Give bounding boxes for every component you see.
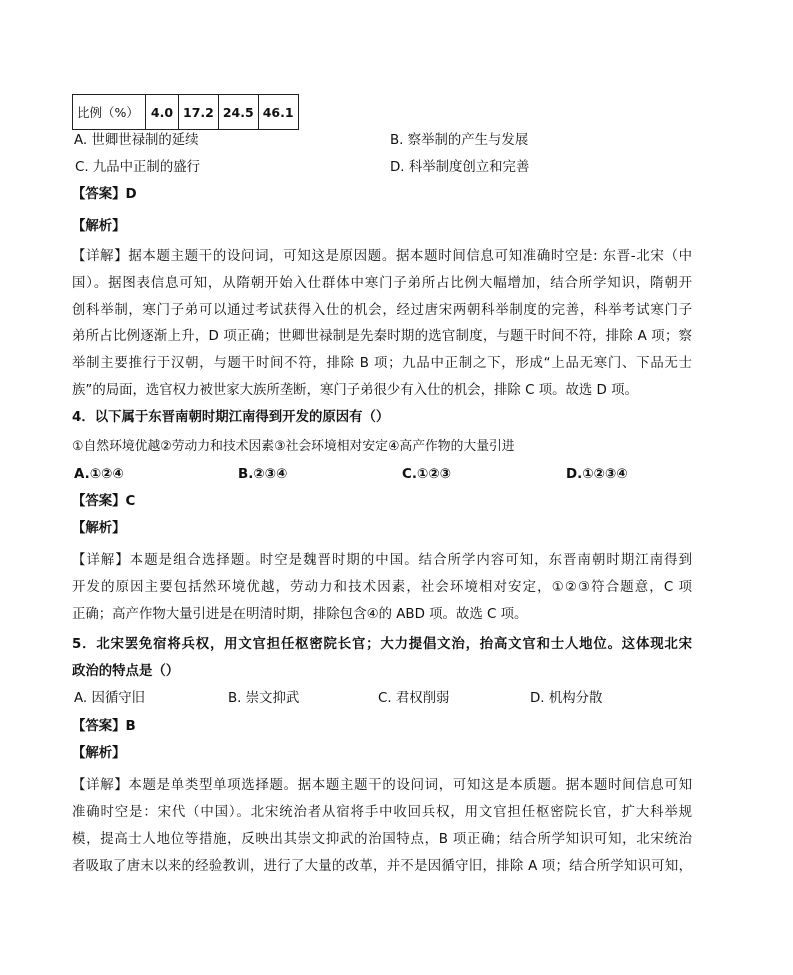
q3-option-a: A. 世卿世禄制的延续 bbox=[74, 133, 199, 148]
q5-analysis-label: 【解析】 bbox=[72, 746, 126, 761]
q4-stem: 4．以下属于东晋南朝时期江南得到开发的原因有（） bbox=[72, 410, 390, 425]
q4-analysis-label: 【解析】 bbox=[72, 521, 126, 536]
q3-analysis-label: 【解析】 bbox=[72, 219, 126, 234]
q3-answer: 【答案】D bbox=[72, 187, 137, 202]
q3-detail-line: 举制主要推行于汉朝，与题干时间不符，排除 B 项；九品中正制之下，形成“上品无寒门、下品无士 bbox=[72, 356, 692, 371]
q4-detail-line: 正确；高产作物大量引进是在明清时期，排除包含④的 ABD 项。故选 C 项。 bbox=[72, 607, 528, 622]
q5-answer: 【答案】B bbox=[72, 719, 136, 734]
table-cell: 4.0 bbox=[146, 95, 179, 130]
table-cell: 24.5 bbox=[218, 95, 258, 130]
q5-option-a: A. 因循守旧 bbox=[74, 691, 145, 706]
q3-option-c: C. 九品中正制的盛行 bbox=[75, 160, 200, 175]
table-cell: 46.1 bbox=[258, 95, 298, 130]
q4-items: ①自然环境优越②劳动力和技术因素③社会环境相对安定④高产作物的大量引进 bbox=[72, 439, 515, 454]
q5-option-b: B. 崇文抑武 bbox=[228, 691, 300, 706]
q3-option-b: B. 察举制的产生与发展 bbox=[390, 133, 529, 148]
q5-detail-line: 【详解】本题是单类型单项选择题。据本题主题干的设问词，可知这是本质题。据本题时间信息可知 bbox=[72, 778, 692, 793]
q4-option-d: D.①②③④ bbox=[566, 467, 628, 482]
q3-detail-line: 国）。据图表信息可知，从隋朝开始入仕群体中寒门子弟所占比例大幅增加，结合所学知识，隋朝开 bbox=[72, 276, 692, 291]
q5-stem-line: 政治的特点是（） bbox=[72, 664, 180, 679]
q3-detail-line: 弟所占比例逐渐上升，D 项正确；世卿世禄制是先秦时期的选官制度，与题干时间不符，排除 A 项；察 bbox=[72, 329, 692, 344]
q5-option-d: D. 机构分散 bbox=[530, 691, 603, 706]
q5-option-c: C. 君权削弱 bbox=[378, 691, 450, 706]
q4-answer: 【答案】C bbox=[72, 494, 136, 509]
q4-option-c: C.①②③ bbox=[402, 467, 451, 482]
q5-detail-line: 准确时空是：宋代（中国）。北宋统治者从宿将手中收回兵权，用文官担任枢密院长官，扩大科举规 bbox=[72, 805, 692, 820]
q5-stem-line: 5．北宋罢免宿将兵权，用文官担任枢密院长官；大力提倡文治，抬高文官和士人地位。这体现北宋 bbox=[72, 637, 692, 652]
q3-option-d: D. 科举制度创立和完善 bbox=[390, 160, 530, 175]
q5-detail-line: 者吸取了唐末以来的经验教训，进行了大量的改革，并不是因循守旧，排除 A 项；结合所学知识可知， bbox=[72, 859, 692, 874]
q4-option-b: B.②③④ bbox=[238, 467, 288, 482]
q4-detail-line: 开发的原因主要包括然环境优越，劳动力和技术因素，社会环境相对安定，①②③符合题意，C 项 bbox=[72, 580, 692, 595]
q4-detail-line: 【详解】本题是组合选择题。时空是魏晋时期的中国。结合所学内容可知，东晋南朝时期江南得到 bbox=[72, 553, 692, 568]
table-cell: 17.2 bbox=[179, 95, 219, 130]
q5-detail-line: 模，提高士人地位等措施，反映出其崇文抑武的治国特点，B 项正确；结合所学知识可知，北宋统治 bbox=[72, 832, 692, 847]
q4-option-a: A.①②④ bbox=[74, 467, 124, 482]
q3-detail-line: 创科举制，寒门子弟可以通过考试获得入仕的机会，经过唐宋两朝科举制度的完善，科举考试寒门子 bbox=[72, 303, 692, 318]
ratio-table bbox=[72, 94, 299, 130]
q3-detail-line: 族”的局面，选官权力被世家大族所垄断，寒门子弟很少有入仕的机会，排除 C 项。故选 D 项。 bbox=[72, 383, 638, 398]
q3-detail-line: 【详解】据本题主题干的设问词，可知这是原因题。据本题时间信息可知准确时空是: 东晋-北宋（中 bbox=[72, 249, 692, 264]
table-row bbox=[73, 95, 299, 130]
table-header-cell: 比例（%） bbox=[73, 95, 146, 130]
